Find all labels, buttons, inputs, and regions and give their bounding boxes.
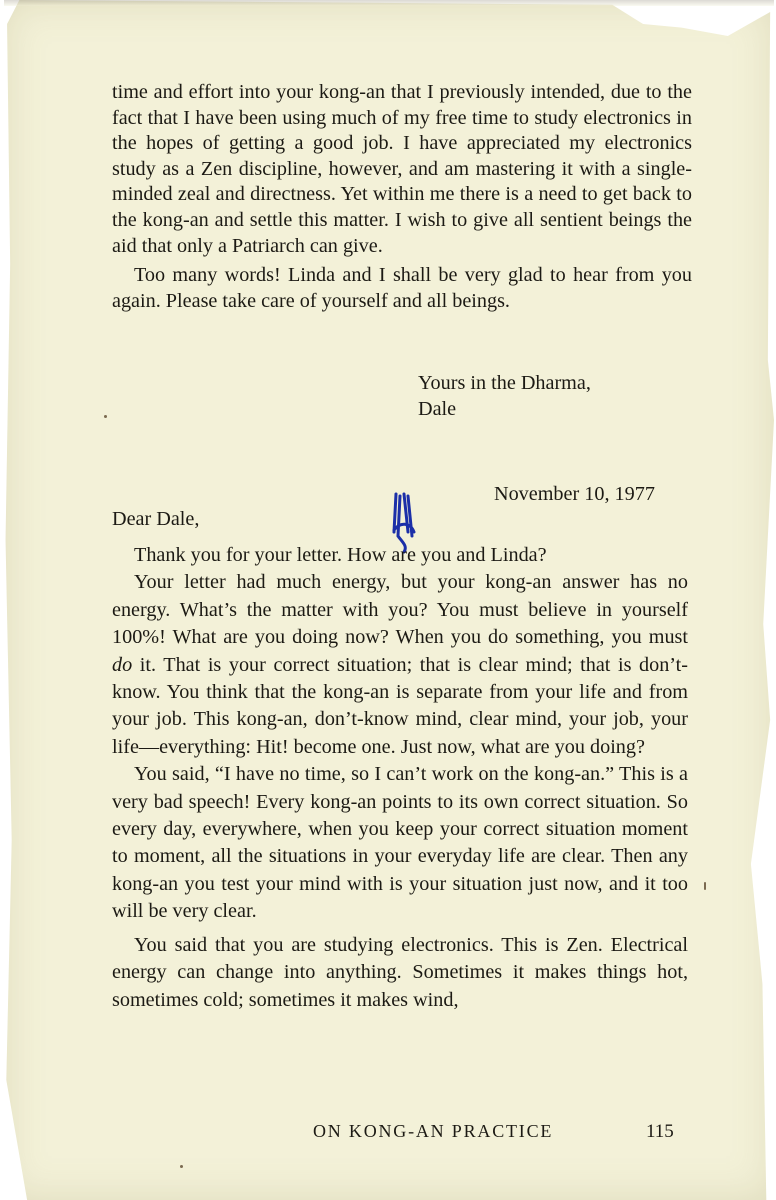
letter-2-body [112, 542, 688, 1014]
letter-1-closing: Yours in the Dharma, [418, 372, 591, 394]
letter-1-signature: Dale [418, 398, 457, 420]
paper-speck [180, 1165, 183, 1168]
letter-1-body [112, 80, 692, 314]
page-number: 115 [646, 1121, 674, 1142]
paper-speck [704, 882, 706, 890]
letter-1-paragraph-1: time and effort into your kong-an that I previously intended, due to the fact that I have been using much of my free time to study electronics in the hopes of getting a good job. I have appreciated my electronics study as a Zen discipline, however, and am mastering it with a single-minded zeal and directness. Yet within me there is a need to get back to the kong-an and settle this matter. I wish to give all sentient beings the aid that only a Patriarch can give. [112, 81, 692, 257]
letter-2-salutation: Dear Dale, [112, 508, 200, 530]
emphasis-do: do [112, 653, 133, 676]
letter-1-paragraph-2: Too many words! Linda and I shall be very glad to hear from you again. Please take care of yourself and all beings. [112, 264, 692, 312]
letter-2-paragraph-1: Thank you for your letter. How are you and Linda? [134, 544, 547, 566]
paragraph-text: it. That is your correct situation; that is clear mind; that is don’t-know. You think that the kong-an is separate from your life and from your job. This kong-an, don’t-know mind, clear mind, your job, your life—everything: Hit! become one. Just now, what are you doing? [112, 653, 688, 758]
paragraph-text: Your letter had much energy, but your kong-an answer has no energy. What’s the matter with you? You must believe in yourself 100%! What are you doing now? When you do something, you must [112, 571, 688, 649]
letter-2-paragraph-3: You said, “I have no time, so I can’t work on the kong-an.” This is a very bad speech! Every kong-an points to its own correct situation. So every day, everywhere, when you keep your correct situation moment to moment, all the situations in your everyday life are clear. Then any kong-an you test your mind with is your situation just now, and it too will be very clear. [112, 763, 688, 923]
paper-speck [104, 415, 107, 418]
running-footer-title: ON KONG-AN PRACTICE [313, 1121, 554, 1141]
torn-edge [4, 0, 774, 6]
letter-2-paragraph-2 [112, 569, 688, 761]
letter-2-paragraph-4: You said that you are studying electronics. This is Zen. Electrical energy can change into anything. Sometimes it makes things hot, sometimes cold; sometimes it makes wind, [112, 933, 688, 1011]
letter-2-date: November 10, 1977 [494, 483, 655, 505]
